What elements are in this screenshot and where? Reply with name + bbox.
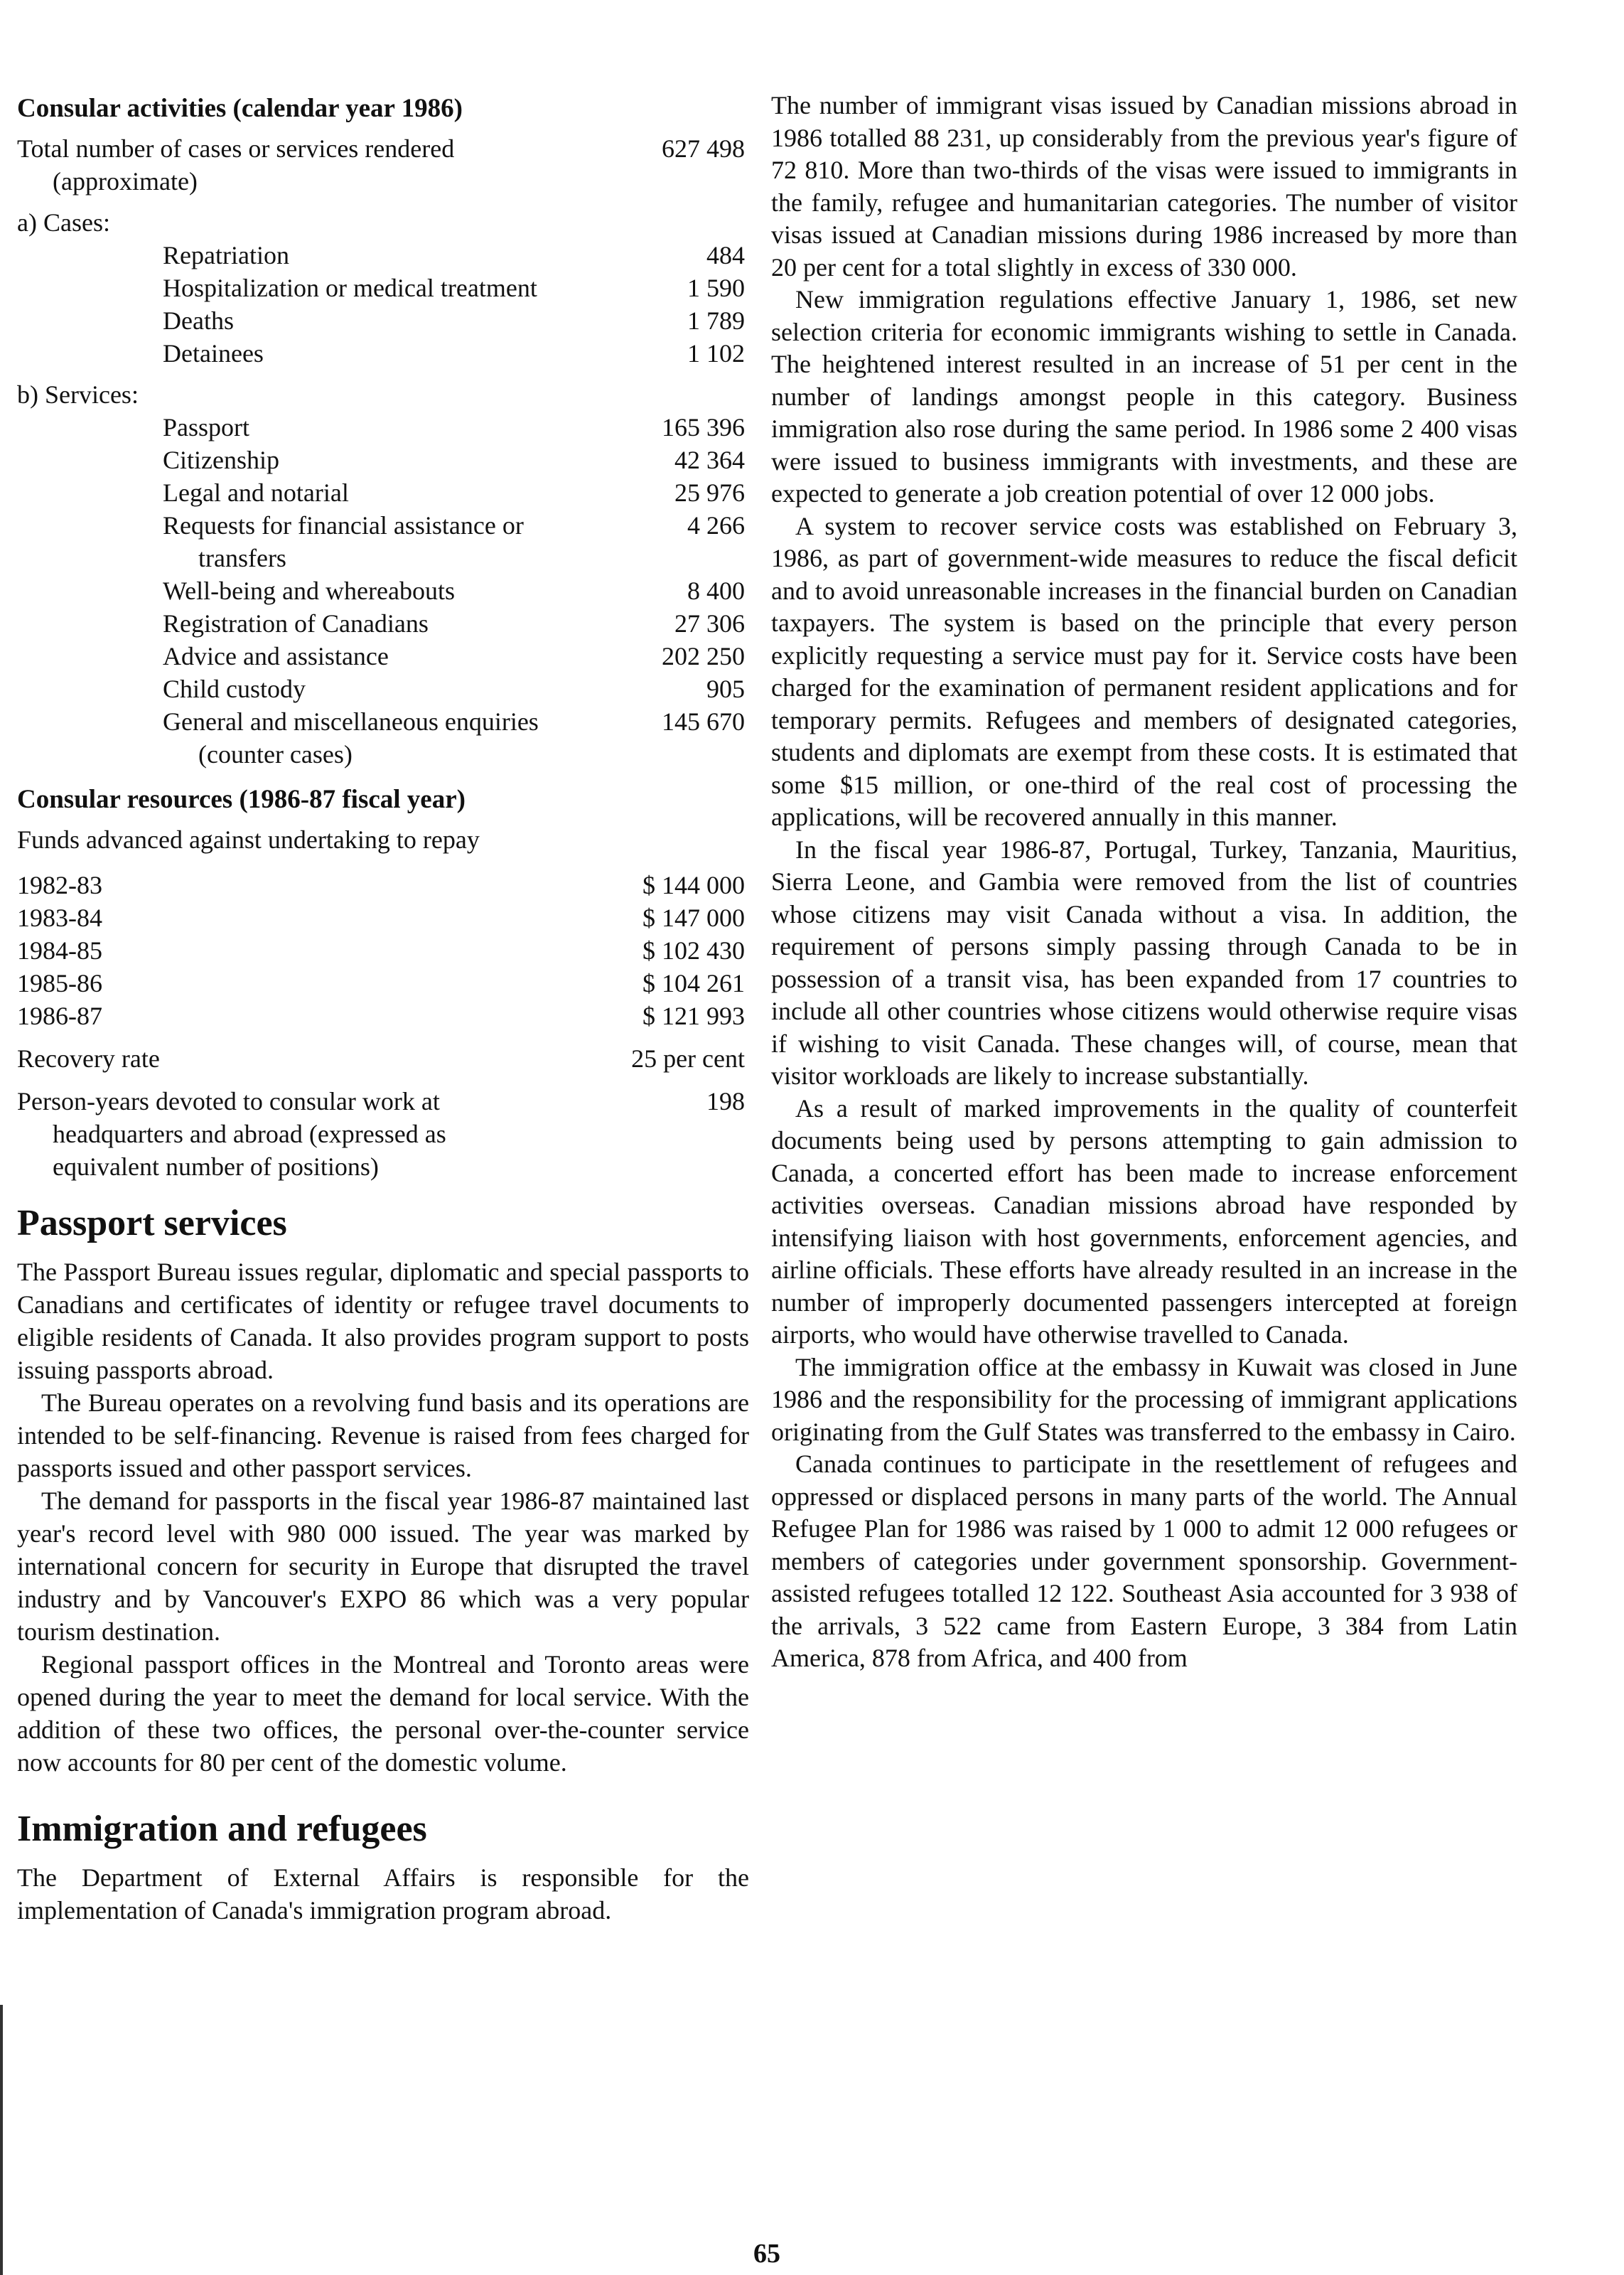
year-label: 1982-83 (17, 871, 102, 899)
service-label: Citizenship (163, 446, 279, 474)
passport-paragraph: The Passport Bureau issues regular, diplomatic and special passports to Canadians and certificates of identity or refugee travel documents to eligible residents of Canada. It also provides program support to posts issuing passports abroad. (17, 1258, 749, 1384)
services-label: b) Services: (17, 380, 139, 409)
person-years-row (17, 1085, 749, 1183)
service-value: 27 306 (674, 609, 745, 638)
year-value: $ 104 261 (642, 969, 745, 997)
year-label: 1985-86 (17, 969, 102, 997)
service-value: 4 266 (687, 511, 745, 540)
immigration-paragraph: The number of immigrant visas issued by Canadian missions abroad in 1986 totalled 88 231, up considerably from the previous year's figure of 72 810. More than two-thirds of the visas were issued to immigrants in the family, refugee and humanitarian categories. The number of visitor visas issued at Canadian missions during 1986 increased by more than 20 per cent for a total slightly in excess of 330 000. (771, 91, 1517, 282)
person-years-value: 198 (706, 1087, 745, 1115)
recovery-value: 25 per cent (631, 1044, 745, 1073)
year-value: $ 147 000 (642, 904, 745, 932)
service-value: 905 (706, 675, 745, 703)
case-label: Repatriation (163, 241, 289, 269)
service-label: Passport (163, 413, 250, 441)
table-row (17, 901, 749, 934)
table-row (17, 869, 749, 901)
table-row (17, 509, 749, 574)
recovery-label: Recovery rate (17, 1044, 160, 1073)
immigration-paragraph: New immigration regulations effective January 1, 1986, set new selection criteria for economic immigrants wishing to settle in Canada. The heightened interest resulted in an increase of 51 per cent in the number of landings amongst people in this category. Business immigration also rose during the same period. In 1986 some 2 400 visas were issued to business immigrants with investments, and these are expected to generate a job creation potential of over 12 000 jobs. (771, 285, 1517, 508)
service-value: 202 250 (662, 642, 745, 670)
table-row (17, 673, 749, 705)
service-label: Well-being and whereabouts (163, 577, 455, 605)
passport-paragraph: Regional passport offices in the Montreal and Toronto areas were opened during the year to meet the demand for local service. With the addition of these two offices, the personal over-the-counter service now accounts for 80 per cent of the domestic volume. (17, 1650, 749, 1777)
year-label: 1984-85 (17, 936, 102, 965)
service-value: 145 670 (662, 707, 745, 736)
left-column (17, 92, 749, 1927)
case-label: Hospitalization or medical treatment (163, 274, 537, 302)
right-column (771, 90, 1517, 1675)
passport-services-heading: Passport services (17, 1203, 287, 1243)
case-value: 484 (706, 241, 745, 269)
immigration-paragraph: The immigration office at the embassy in Kuwait was closed in June 1986 and the responsibility for the processing of immigrant applications originating from the Gulf States was transferred to the embassy in Cairo. (771, 1352, 1517, 1446)
year-value: $ 144 000 (642, 871, 745, 899)
service-label: Registration of Canadians (163, 609, 429, 638)
service-label: Advice and assistance (163, 642, 389, 670)
service-label: Requests for financial assistance or transfers (163, 511, 524, 572)
immigration-paragraph: In the fiscal year 1986-87, Portugal, Turkey, Tanzania, Mauritius, Sierra Leone, and Gambia were removed from the list of countries whose citizens may visit Canada without a visa. In addition, the requirement of persons simply passing through Canada to be in possession of a transit visa, has been expanded from 17 countries to include all other countries whose citizens would otherwise require visas if wishing to visit Canada. These changes will, of course, mean that visitor workloads are likely to increase substantially. (771, 835, 1517, 1090)
service-label: General and miscellaneous enquiries (counter cases) (163, 707, 539, 769)
funds-years (17, 869, 749, 1032)
total-row (17, 132, 749, 198)
case-value: 1 590 (687, 274, 745, 302)
total-value: 627 498 (662, 134, 745, 163)
consular-activities-title: Consular activities (calendar year 1986) (17, 94, 463, 123)
immigration-paragraph: As a result of marked improvements in the quality of counterfeit documents being used by persons attempting to gain admission to Canada, a concerted effort has been made to increase enforcement activities overseas. Canadian missions abroad have responded by intensifying liaison with host governments, enforcement agencies, and airline officials. These efforts have already resulted in an increase in the number of improperly documented passengers intercepted at foreign airports, who would have otherwise travelled to Canada. (771, 1093, 1517, 1349)
immigration-paragraph: Canada continues to participate in the resettlement of refugees and oppressed or displaced persons in many parts of the world. The Annual Refugee Plan for 1986 was raised by 1 000 to admit 12 000 refugees or members of categories under government sponsorship. Government-assisted refugees totalled 12 122. Southeast Asia accounted for 3 938 of the arrivals, 3 522 came from Eastern Europe, 3 384 from Latin America, 878 from Africa, and 400 from (771, 1450, 1517, 1672)
table-row (17, 272, 749, 304)
table-row (17, 607, 749, 640)
immigration-paragraph: A system to recover service costs was established on February 3, 1986, as part of government-wide measures to reduce the fiscal deficit and to avoid unreasonable increases in the financial burden on Canadian taxpayers. The system is based on the principle that every person explicitly requesting a service must pay for it. Service costs have been charged for the examination of permanent resident applications and for temporary permits. Refugees and members of designated categories, students and diplomats are exempt from these costs. It is estimated that some $15 million, or one-third of the real cost of processing the applications, will be recovered annually in this manner. (771, 511, 1517, 831)
case-label: Deaths (163, 306, 234, 335)
table-row (17, 239, 749, 272)
service-label: Legal and notarial (163, 478, 349, 507)
table-row (17, 574, 749, 607)
table-row (17, 705, 749, 771)
service-value: 8 400 (687, 577, 745, 605)
passport-paragraph: The demand for passports in the fiscal year 1986-87 maintained last year's record level with 980 000 issued. The year was marked by international concern for security in Europe that disrupted the travel industry and by Vancouver's EXPO 86 which was a very popular tourism destination. (17, 1487, 749, 1646)
table-row (17, 967, 749, 1000)
year-value: $ 121 993 (642, 1002, 745, 1030)
year-value: $ 102 430 (642, 936, 745, 965)
table-row (17, 640, 749, 673)
service-value: 25 976 (674, 478, 745, 507)
case-label: Detainees (163, 339, 264, 368)
case-value: 1 102 (687, 339, 745, 368)
recovery-row (17, 1042, 749, 1075)
table-row (17, 1000, 749, 1032)
funds-label: Funds advanced against undertaking to repay (17, 825, 480, 854)
cases-label: a) Cases: (17, 208, 110, 237)
service-label: Child custody (163, 675, 306, 703)
immigration-heading: Immigration and refugees (17, 1809, 427, 1849)
table-row (17, 476, 749, 509)
year-label: 1986-87 (17, 1002, 102, 1030)
person-years-label: Person-years devoted to consular work at headquarters and abroad (expressed as equivalent number of positions) (17, 1087, 446, 1181)
table-row (17, 934, 749, 967)
immigration-intro: The Department of External Affairs is responsible for the implementation of Canada's immigration program abroad. (17, 1863, 749, 1925)
page-number: 65 (753, 2239, 780, 2269)
service-value: 165 396 (662, 413, 745, 441)
services-list (17, 411, 749, 771)
table-row (17, 304, 749, 337)
margin-rule (0, 2005, 3, 2275)
case-value: 1 789 (687, 306, 745, 335)
table-row (17, 337, 749, 370)
cases-list (17, 239, 749, 370)
service-value: 42 364 (674, 446, 745, 474)
consular-resources-title: Consular resources (1986-87 fiscal year) (17, 785, 466, 814)
table-row (17, 411, 749, 444)
table-row (17, 444, 749, 476)
total-label: Total number of cases or services rendered (approximate) (17, 134, 455, 196)
passport-paragraph: The Bureau operates on a revolving fund basis and its operations are intended to be self-financing. Revenue is raised from fees charged for passports issued and other passport services. (17, 1388, 749, 1482)
year-label: 1983-84 (17, 904, 102, 932)
